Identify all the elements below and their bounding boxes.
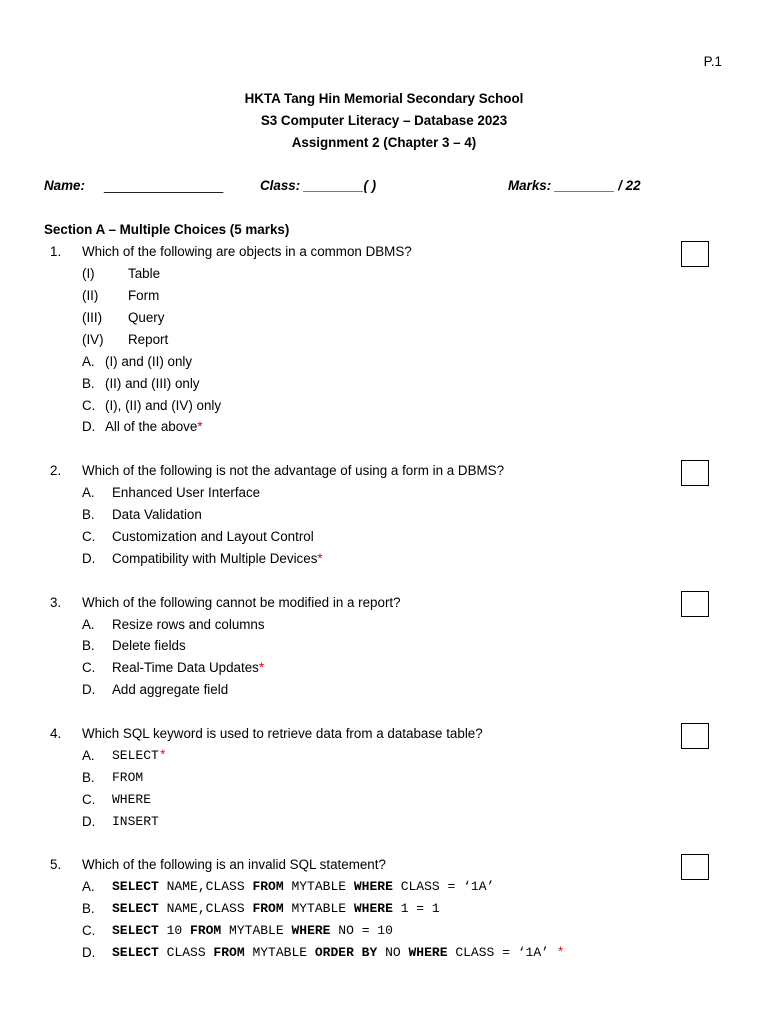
- answer-mark: *: [158, 748, 167, 763]
- q2-option-text: Data Validation: [112, 507, 202, 522]
- sql-keyword: WHERE: [408, 945, 448, 960]
- q1-item-roman: (II): [82, 288, 99, 303]
- q1-item-roman: (I): [82, 266, 95, 281]
- q3-text: Which of the following cannot be modified in a report?: [82, 595, 401, 610]
- q5-option-d-sql-correct: [112, 945, 565, 960]
- q3-option-label: C.: [82, 660, 96, 675]
- q1-text: Which of the following are objects in a common DBMS?: [82, 244, 412, 259]
- answer-mark: *: [317, 551, 323, 566]
- sql-text: MYTABLE: [221, 923, 292, 938]
- q4-option-label: B.: [82, 770, 95, 785]
- q2-text: Which of the following is not the advantage of using a form in a DBMS?: [82, 463, 505, 478]
- q5-option-b-sql: [112, 901, 440, 916]
- sql-keyword: WHERE: [353, 901, 393, 916]
- sql-text: CLASS = ‘1A’: [447, 945, 557, 960]
- q4-option-text: FROM: [112, 770, 144, 785]
- q1-option-text: All of the above: [105, 419, 198, 434]
- q5-option-label: A.: [82, 879, 95, 894]
- q2-option-text: Customization and Layout Control: [112, 529, 314, 544]
- q5-number: 5.: [50, 857, 62, 872]
- name-label: Name:: [44, 178, 85, 193]
- q1-option-label: B.: [82, 376, 95, 391]
- q1-item-text: Query: [128, 310, 165, 325]
- q2-number: 2.: [50, 463, 62, 478]
- q1-option-text: (I) and (II) only: [105, 354, 193, 369]
- q1-item-roman: (III): [82, 310, 103, 325]
- q4-option-label: D.: [82, 814, 96, 829]
- sql-keyword: SELECT: [112, 923, 159, 938]
- q5-answer-box[interactable]: [681, 854, 709, 880]
- q1-option-text: (II) and (III) only: [105, 376, 200, 391]
- sql-keyword: WHERE: [353, 879, 393, 894]
- sql-text: 10: [158, 923, 191, 938]
- q3-option-text: Real-Time Data Updates: [112, 660, 259, 675]
- sql-keyword: FROM: [252, 901, 284, 916]
- q1-number: 1.: [50, 244, 62, 259]
- q2-answer-box[interactable]: [681, 460, 709, 486]
- q5-option-label: B.: [82, 901, 95, 916]
- school-title: HKTA Tang Hin Memorial Secondary School: [244, 91, 524, 106]
- sql-text: CLASS: [158, 945, 214, 960]
- sql-text: NO: [377, 945, 409, 960]
- q4-option-text: WHERE: [112, 792, 152, 807]
- sql-text: NAME,CLASS: [158, 879, 253, 894]
- q3-option-text: Delete fields: [112, 638, 186, 653]
- q1-item-text: Report: [128, 332, 169, 347]
- sql-keyword: FROM: [213, 945, 245, 960]
- sql-keyword: SELECT: [112, 945, 159, 960]
- answer-mark: *: [556, 945, 565, 960]
- page-number: P.1: [703, 54, 722, 69]
- sql-keyword: FROM: [252, 879, 284, 894]
- q4-option-label: A.: [82, 748, 95, 763]
- q3-option-label: B.: [82, 638, 95, 653]
- answer-mark: *: [258, 660, 265, 675]
- q4-option-label: C.: [82, 792, 96, 807]
- sql-text: NO = 10: [330, 923, 393, 938]
- q1-item-text: Form: [128, 288, 160, 303]
- sql-text: MYTABLE: [283, 879, 354, 894]
- sql-keyword: SELECT: [112, 901, 159, 916]
- q4-option-text: INSERT: [112, 814, 159, 829]
- q2-option-text: Enhanced User Interface: [112, 485, 261, 500]
- sql-text: NAME,CLASS: [158, 901, 253, 916]
- q2-option-label: D.: [82, 551, 96, 566]
- q2-option-label: B.: [82, 507, 95, 522]
- q5-option-c-sql: [112, 923, 393, 938]
- q4-option-a-correct: [112, 748, 167, 763]
- q3-option-text: Resize rows and columns: [112, 617, 265, 632]
- sql-text: MYTABLE: [283, 901, 354, 916]
- answer-mark: *: [197, 419, 203, 434]
- sql-text: CLASS = ‘1A’: [392, 879, 495, 894]
- class-field: Class: ________( ): [260, 178, 377, 193]
- q1-option-label: C.: [82, 398, 96, 413]
- sql-keyword: WHERE: [291, 923, 331, 938]
- sql-text: MYTABLE: [244, 945, 315, 960]
- assignment-title: Assignment 2 (Chapter 3 – 4): [291, 135, 477, 150]
- q1-option-label: A.: [82, 354, 95, 369]
- sql-keyword: SELECT: [112, 879, 159, 894]
- q3-option-label: A.: [82, 617, 95, 632]
- q3-answer-box[interactable]: [681, 591, 709, 617]
- q5-option-a-sql: [112, 879, 494, 894]
- q4-number: 4.: [50, 726, 62, 741]
- q4-text: Which SQL keyword is used to retrieve data from a database table?: [82, 726, 483, 741]
- q1-option-d-correct: [105, 419, 203, 434]
- q3-number: 3.: [50, 595, 62, 610]
- q3-option-label: D.: [82, 682, 96, 697]
- section-a-heading: Section A – Multiple Choices (5 marks): [44, 222, 290, 237]
- q5-text: Which of the following is an invalid SQL statement?: [82, 857, 386, 872]
- q1-answer-box[interactable]: [681, 241, 709, 267]
- q2-option-label: C.: [82, 529, 96, 544]
- course-title: S3 Computer Literacy – Database 2023: [260, 113, 508, 128]
- q4-answer-box[interactable]: [681, 723, 709, 749]
- marks-field: Marks: ________ / 22: [508, 178, 641, 193]
- sql-keyword: ORDER BY: [314, 945, 378, 960]
- q3-option-c-correct: [112, 660, 264, 675]
- q5-option-label: C.: [82, 923, 96, 938]
- q1-item-text: Table: [128, 266, 161, 281]
- sql-keyword: FROM: [190, 923, 222, 938]
- name-blank: ________________: [104, 178, 224, 193]
- q4-option-text: SELECT: [112, 748, 159, 763]
- q1-option-label: D.: [82, 419, 96, 434]
- q2-option-label: A.: [82, 485, 95, 500]
- q2-option-text: Compatibility with Multiple Devices: [112, 551, 318, 566]
- sql-text: 1 = 1: [392, 901, 440, 916]
- q3-option-text: Add aggregate field: [112, 682, 229, 697]
- q1-option-text: (I), (II) and (IV) only: [105, 398, 222, 413]
- q2-option-d-correct: [112, 551, 323, 566]
- q1-item-roman: (IV): [82, 332, 104, 347]
- q5-option-label: D.: [82, 945, 96, 960]
